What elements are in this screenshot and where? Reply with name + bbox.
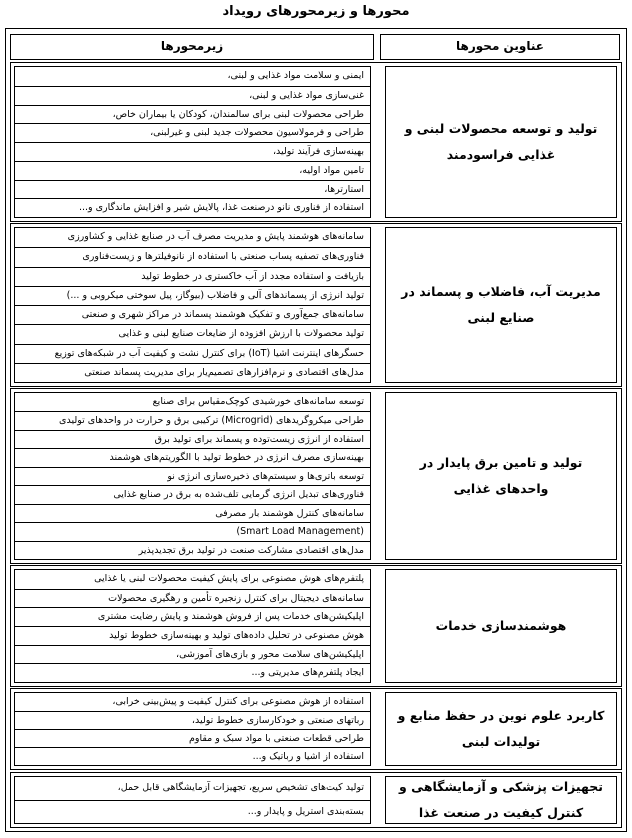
- subtopic-item: سامانه‌های جمع‌آوری و تفکیک هوشمند پسماند در مراکز شهری و صنعتی: [15, 305, 370, 324]
- subtopic-list: [14, 227, 371, 383]
- subtopic-item: بهینه‌سازی مصرف انرژی در خطوط تولید با الگوریتم‌های هوشمند: [15, 448, 370, 466]
- subtopic-item: استفاده از هوش مصنوعی برای کنترل کیفیت و پیش‌بینی خرابی،: [112, 696, 364, 707]
- subtopic-item: استارترها،: [15, 180, 370, 199]
- subtopic-item: هوش مصنوعی در تحلیل داده‌های تولید و بهینه‌سازی خطوط تولید: [15, 626, 370, 645]
- subtopic-item: مدل‌های اقتصادی مشارکت صنعت در تولید برق تجدیدپذیر: [15, 541, 370, 559]
- topic-title: تولید و توسعه محصولات لبنی و غذایی فراسودمند: [385, 66, 617, 218]
- subtopic-item: اپلیکیشن‌های خدمات پس از فروش هوشمند و پایش رضایت مشتری: [15, 607, 370, 626]
- subtopic-item: فناوری‌های تصفیه پساب صنعتی با استفاده از نانوفیلترها و زیست‌فناوری: [15, 247, 370, 266]
- page-title: محورها و زیرمحورهای رویداد: [222, 4, 410, 19]
- topic-title: مدیریت آب، فاضلاب و پسماند در صنایع لبنی: [385, 227, 617, 383]
- subtopic-item: (Smart Load Management): [15, 522, 370, 540]
- subtopic-item: سامانه‌های هوشمند پایش و مدیریت مصرف آب در صنایع غذایی و کشاورزی: [67, 231, 364, 242]
- subtopic-item: استفاده از اشیا و رباتیک و...: [15, 747, 370, 765]
- subtopic-item: تامین مواد اولیه،: [15, 161, 370, 180]
- subtopic-item: حسگرهای اینترنت اشیا (IoT) برای کنترل نشت و کیفیت آب در شبکه‌های توزیع: [15, 344, 370, 363]
- subtopic-item: رباتهای صنعتی و خودکارسازی خطوط تولید،: [15, 711, 370, 729]
- subtopic-item: بسته‌بندی استریل و پایدار و...: [15, 800, 370, 823]
- subtopic-item: مدل‌های اقتصادی و نرم‌افزارهای تصمیم‌یار برای مدیریت پسماند صنعتی: [15, 363, 370, 382]
- subtopic-item: توسعه سامانه‌های خورشیدی کوچک‌مقیاس برای صنایع: [152, 396, 364, 407]
- subtopic-item: پلتفرم‌های هوش مصنوعی برای پایش کیفیت محصولات لبنی یا غذایی: [94, 573, 364, 584]
- subtopic-list: [14, 392, 371, 560]
- subtopic-item: بهینه‌سازی فرآیند تولید،: [15, 142, 370, 161]
- subtopic-item: توسعه باتری‌ها و سیستم‌های ذخیره‌سازی انرژی نو: [15, 467, 370, 485]
- subtopic-item: ایمنی و سلامت مواد غذایی و لبنی،: [227, 70, 364, 81]
- subtopic-list: [14, 776, 371, 824]
- topic-column-header: عناوین محورها: [380, 34, 620, 60]
- subtopic-item: بازیافت و استفاده مجدد از آب خاکستری در خطوط تولید: [15, 267, 370, 286]
- subtopic-item: تولید انرژی از پسماندهای آلی و فاضلاب (بیوگاز، پیل سوختی میکروبی و ...): [15, 286, 370, 305]
- subtopic-item: اپلیکیشن‌های سلامت محور و بازی‌های آموزشی،: [15, 645, 370, 664]
- subtopic-item: طراحی میکروگریدهای (Microgrid) ترکیبی برق و حرارت در واحدهای تولیدی: [15, 411, 370, 429]
- topic-title: تولید و تامین برق پایدار در واحدهای غذایی: [385, 392, 617, 560]
- subtopic-item: ایجاد پلتفرم‌های مدیریتی و...: [15, 663, 370, 682]
- subtopic-item: سامانه‌های دیجیتال برای کنترل زنجیره تأمین و رهگیری محصولات: [15, 589, 370, 608]
- subtopic-item: طراحی قطعات صنعتی با مواد سبک و مقاوم: [15, 729, 370, 747]
- subtopic-list: [14, 692, 371, 766]
- subtopic-item: سامانه‌های کنترل هوشمند بار مصرفی: [15, 504, 370, 522]
- subtopic-item: فناوری‌های تبدیل انرژی گرمایی تلف‌شده به برق در صنایع غذایی: [15, 485, 370, 503]
- subtopic-column-header: زیرمحورها: [10, 34, 374, 60]
- subtopic-list: [14, 569, 371, 683]
- subtopic-item: طراحی و فرمولاسیون محصولات جدید لبنی و غیرلبنی،: [15, 123, 370, 142]
- subtopic-item: طراحی محصولات لبنی برای سالمندان، کودکان یا بیماران خاص،: [15, 105, 370, 124]
- subtopic-item: غنی‌سازی مواد غذایی و لبنی،: [15, 86, 370, 105]
- topic-title: هوشمندسازی خدمات: [385, 569, 617, 683]
- subtopic-item: استفاده از فناوری نانو درصنعت غذا، پالایش شیر و افزایش ماندگاری و...: [15, 198, 370, 217]
- subtopic-item: تولید کیت‌های تشخیص سریع، تجهیزات آزمایشگاهی قابل حمل،: [117, 782, 364, 793]
- subtopic-item: استفاده از انرژی زیست‌توده و پسماند برای تولید برق: [15, 430, 370, 448]
- subtopic-list: [14, 66, 371, 218]
- topic-title: تجهیزات پزشکی و آزمایشگاهی و کنترل کیفیت در صنعت غذا: [385, 776, 617, 824]
- topic-title: کاربرد علوم نوین در حفظ منابع و تولیدات لبنی: [385, 692, 617, 766]
- subtopic-item: تولید محصولات با ارزش افزوده از ضایعات صنایع لبنی و غذایی: [15, 324, 370, 343]
